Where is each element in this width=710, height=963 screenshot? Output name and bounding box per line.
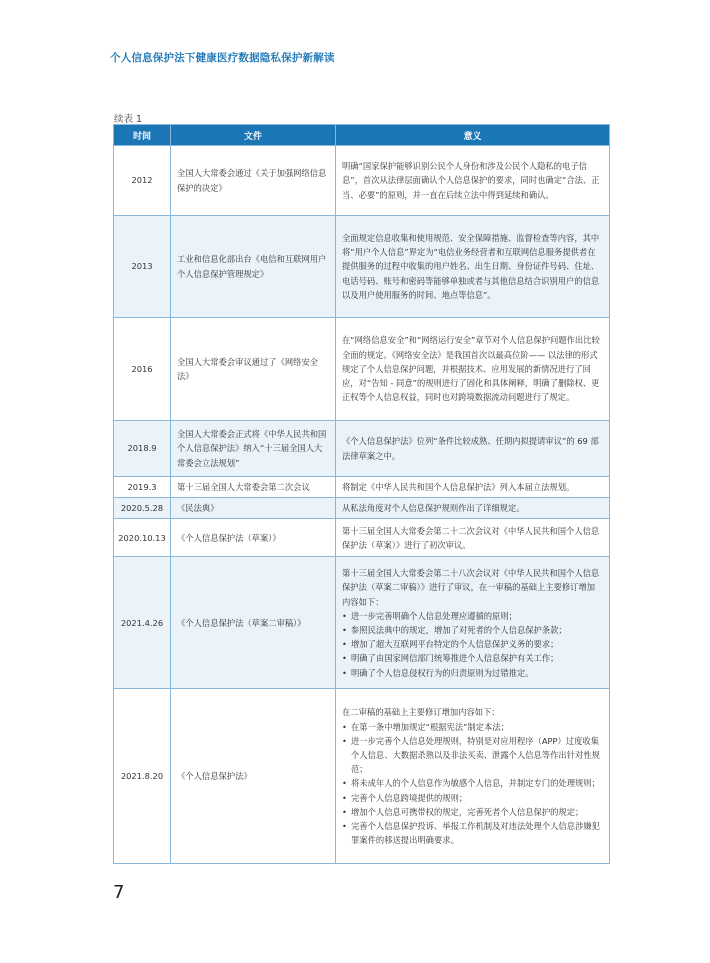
table-row xyxy=(114,689,610,864)
cell-document: 全国人大常委会通过《关于加强网络信息保护的决定》 xyxy=(171,146,336,216)
meaning-bullet-item: • 完善个人信息跨境提供的规则； xyxy=(342,791,603,805)
cell-document: 第十三届全国人大常委会第二次会议 xyxy=(171,477,336,498)
cell-meaning: 将制定《中华人民共和国个人信息保护法》列入本届立法规划。 xyxy=(336,477,610,498)
meaning-bullet-list xyxy=(342,609,603,680)
cell-document: 全国人大常委会审议通过了《网络安全法》 xyxy=(171,318,336,421)
column-header-time: 时间 xyxy=(114,125,171,146)
meaning-intro: 在二审稿的基础上主要修订增加内容如下： xyxy=(342,707,500,718)
cell-time: 2012 xyxy=(114,146,171,216)
table-row xyxy=(114,421,610,477)
table-row xyxy=(114,557,610,689)
cell-time: 2016 xyxy=(114,318,171,421)
table-row xyxy=(114,318,610,421)
cell-time: 2021.4.26 xyxy=(114,557,171,689)
cell-time: 2021.8.20 xyxy=(114,689,171,864)
cell-document: 《个人信息保护法》 xyxy=(171,689,336,864)
meaning-bullet-item: • 增加个人信息可携带权的规定，完善死者个人信息保护的规定； xyxy=(342,805,603,819)
cell-time: 2019.3 xyxy=(114,477,171,498)
table-row xyxy=(114,519,610,557)
table-row xyxy=(114,146,610,216)
cell-document: 《个人信息保护法（草案）》 xyxy=(171,519,336,557)
cell-meaning: 从私法角度对个人信息保护规则作出了详细规定。 xyxy=(336,498,610,519)
running-header-title: 个人信息保护法下健康医疗数据隐私保护新解读 xyxy=(110,52,335,64)
meaning-bullet-item: • 完善个人信息保护投诉、举报工作机制及对违法处理个人信息涉嫌犯罪案件的移送提出明确要求。 xyxy=(342,819,603,847)
table-row xyxy=(114,498,610,519)
table-caption: 续表 1 xyxy=(114,114,143,125)
meaning-bullet-item: • 进一步完善个人信息处理规则，特别是对应用程序（APP）过度收集个人信息、大数据杀熟以及非法买卖、泄露个人信息等作出针对性规范； xyxy=(342,734,603,777)
cell-document: 《个人信息保护法（草案二审稿）》 xyxy=(171,557,336,689)
meaning-bullet-item: • 参照民法典中的规定，增加了对死者的个人信息保护条款； xyxy=(342,623,603,637)
meaning-bullet-item: • 将未成年人的个人信息作为敏感个人信息，并制定专门的处理规则； xyxy=(342,776,603,790)
table-header-row xyxy=(114,125,610,146)
cell-meaning: 在“网络信息安全”和“网络运行安全”章节对个人信息保护问题作出比较全面的规定。《网络安全法》是我国首次以最高位阶—— 以法律的形式规定了个人信息保护问题，并根据技术、应用发展的新情况进行了回应，对“告知 - 同意”的规则进行了固化和具体阐释，明确了删除权、更正权等个人信息权益，同时也对跨境数据流动问题进行了规定。 xyxy=(336,318,610,421)
cell-meaning: 全面规定信息收集和使用规范、安全保障措施、监督检查等内容，其中将“用户个人信息”界定为“电信业务经营者和互联网信息服务提供者在提供服务的过程中收集的用户姓名、出生日期、身份证件号码、住址、电话号码、账号和密码等能够单独或者与其他信息结合识别用户的信息以及用户使用服务的时间、地点等信息”。 xyxy=(336,216,610,318)
cell-time: 2020.10.13 xyxy=(114,519,171,557)
meaning-bullet-item: • 明确了由国家网信部门统筹推进个人信息保护有关工作； xyxy=(342,651,603,665)
legislation-timeline-table xyxy=(113,124,610,864)
table-row xyxy=(114,216,610,318)
meaning-bullet-item: • 增加了超大互联网平台特定的个人信息保护义务的要求； xyxy=(342,637,603,651)
cell-document: 全国人大常委会正式将《中华人民共和国个人信息保护法》纳入“十三届全国人大常委会立法规划” xyxy=(171,421,336,477)
meaning-bullet-item: • 明确了个人信息侵权行为的归责原则为过错推定。 xyxy=(342,666,603,680)
meaning-bullet-item: • 进一步完善明确个人信息处理应遵循的原则； xyxy=(342,609,603,623)
cell-document: 《民法典》 xyxy=(171,498,336,519)
cell-time: 2013 xyxy=(114,216,171,318)
cell-document: 工业和信息化部出台《电信和互联网用户个人信息保护管理规定》 xyxy=(171,216,336,318)
meaning-bullet-item: • 在第一条中增加规定“根据宪法”制定本法； xyxy=(342,720,603,734)
meaning-bullet-list xyxy=(342,720,603,848)
cell-time: 2020.5.28 xyxy=(114,498,171,519)
column-header-meaning: 意义 xyxy=(336,125,610,146)
cell-meaning xyxy=(336,557,610,689)
cell-meaning: 第十三届全国人大常委会第二十二次会议对《中华人民共和国个人信息保护法（草案）》进行了初次审议。 xyxy=(336,519,610,557)
page-number: 7 xyxy=(113,882,125,903)
table-row xyxy=(114,477,610,498)
cell-meaning: 《个人信息保护法》位列“条件比较成熟、任期内拟提请审议”的 69 部法律草案之中。 xyxy=(336,421,610,477)
meaning-intro: 第十三届全国人大常委会第二十八次会议对《中华人民共和国个人信息保护法（草案二审稿）》进行了审议，在一审稿的基础上主要修订增加内容如下： xyxy=(342,568,600,607)
cell-meaning xyxy=(336,689,610,864)
cell-time: 2018.9 xyxy=(114,421,171,477)
column-header-document: 文件 xyxy=(171,125,336,146)
cell-meaning: 明确“国家保护能够识别公民个人身份和涉及公民个人隐私的电子信息”，首次从法律层面确认个人信息保护的要求，同时也确定“合法、正当、必要”的原则，并一直在后续立法中得到延续和确认。 xyxy=(336,146,610,216)
